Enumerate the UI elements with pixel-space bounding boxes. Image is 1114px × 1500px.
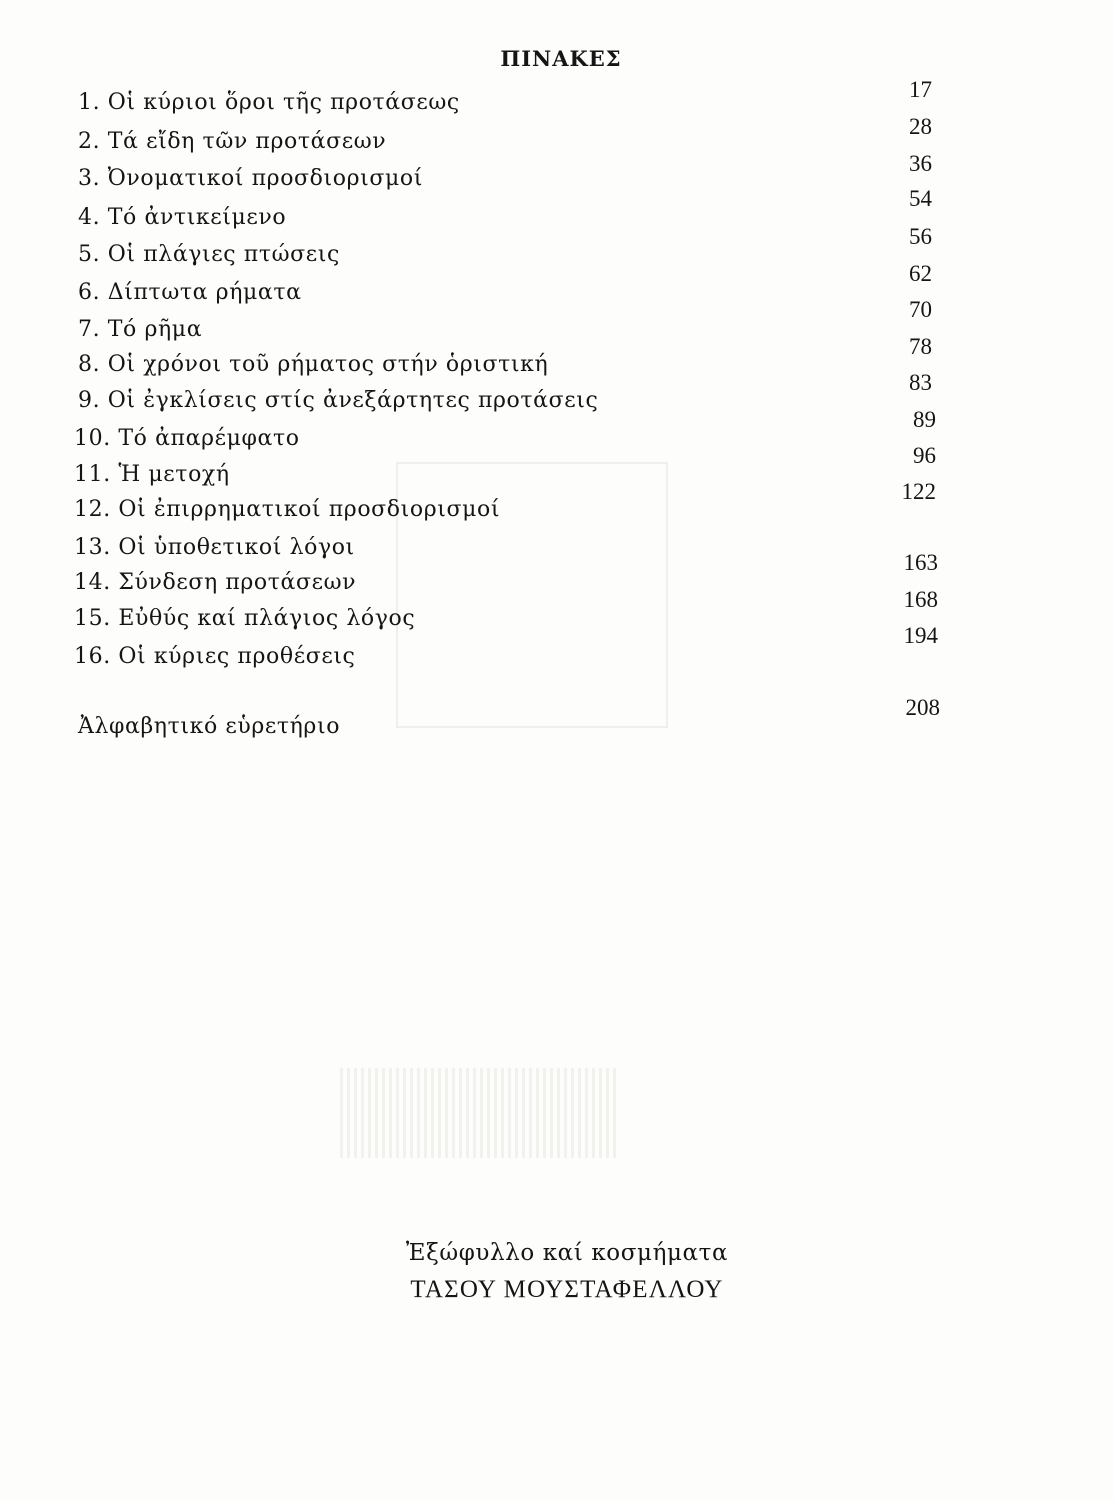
toc-entry-11-page: 96: [913, 443, 936, 468]
toc-entry-3-label: 3. Ὀνοματικοί προσδιορισμοί: [78, 166, 423, 191]
toc-entry-2-label: 2. Τά εἴδη τῶν προτάσεων: [78, 129, 387, 154]
toc-entry-14-page: 168: [903, 587, 938, 612]
toc-entry-9-page: 83: [909, 370, 932, 395]
toc-entry-15-label: 15. Εὐθύς καί πλάγιος λόγος: [74, 606, 416, 631]
toc-entry-16-label: 16. Οἱ κύριες προθέσεις: [74, 644, 356, 669]
toc-entry-15-page: 194: [903, 623, 938, 648]
toc-entry-1-page: 17: [909, 77, 932, 102]
toc-entry-14-label: 14. Σύνδεση προτάσεων: [74, 570, 357, 595]
toc-entry-13-page: 163: [903, 550, 938, 575]
toc-entry-6-label: 6. Δίπτωτα ρήματα: [78, 280, 302, 305]
toc-entry-5-label: 5. Οἱ πλάγιες πτώσεις: [78, 242, 340, 267]
toc-entry-6-page: 62: [909, 261, 932, 286]
toc-entry-13-label: 13. Οἱ ὑποθετικοί λόγοι: [74, 535, 355, 560]
toc-entry-2-page: 28: [909, 114, 932, 139]
toc-entry-4-page: 54: [909, 186, 932, 211]
toc-entry-5-page: 56: [909, 224, 932, 249]
toc-entry-8-page: 78: [909, 334, 932, 359]
toc-entry-12-page: 122: [901, 479, 936, 504]
index-label: Ἀλφαβητικό εὑρετήριο: [78, 714, 341, 739]
toc-entry-16-page: 208: [905, 695, 940, 720]
toc-entry-4-label: 4. Τό ἀντικείμενο: [78, 205, 287, 230]
toc-entry-10-page: 89: [913, 407, 936, 432]
toc-entry-7-label: 7. Τό ρῆμα: [78, 317, 203, 342]
toc-entry-8-label: 8. Οἱ χρόνοι τοῦ ρήματος στήν ὁριστική: [78, 352, 549, 377]
toc-entry-1-label: 1. Οἱ κύριοι ὅροι τῆς προτάσεως: [78, 90, 460, 115]
toc-entry-10-label: 10. Τό ἀπαρέμφατο: [74, 426, 300, 451]
cover-credit-name: ΤΑΣΟΥ ΜΟΥΣΤΑΦΕΛΛΟΥ: [410, 1276, 724, 1303]
page-title: ΠΙΝΑΚΕΣ: [500, 46, 622, 71]
toc-entry-7-page: 70: [909, 297, 932, 322]
toc-entry-9-label: 9. Οἱ ἐγκλίσεις στίς ἀνεξάρτητες προτάσεις: [78, 388, 599, 413]
toc-entry-12-label: 12. Οἱ ἐπιρρηματικοί προσδιορισμοί: [74, 497, 501, 522]
toc-entry-3-page: 36: [909, 151, 932, 176]
toc-entry-11-label: 11. Ἡ μετοχή: [74, 462, 230, 487]
cover-credit-caption: Ἐξώφυλλο καί κοσμήματα: [405, 1240, 729, 1266]
bleed-through-barcode: [340, 1068, 620, 1158]
